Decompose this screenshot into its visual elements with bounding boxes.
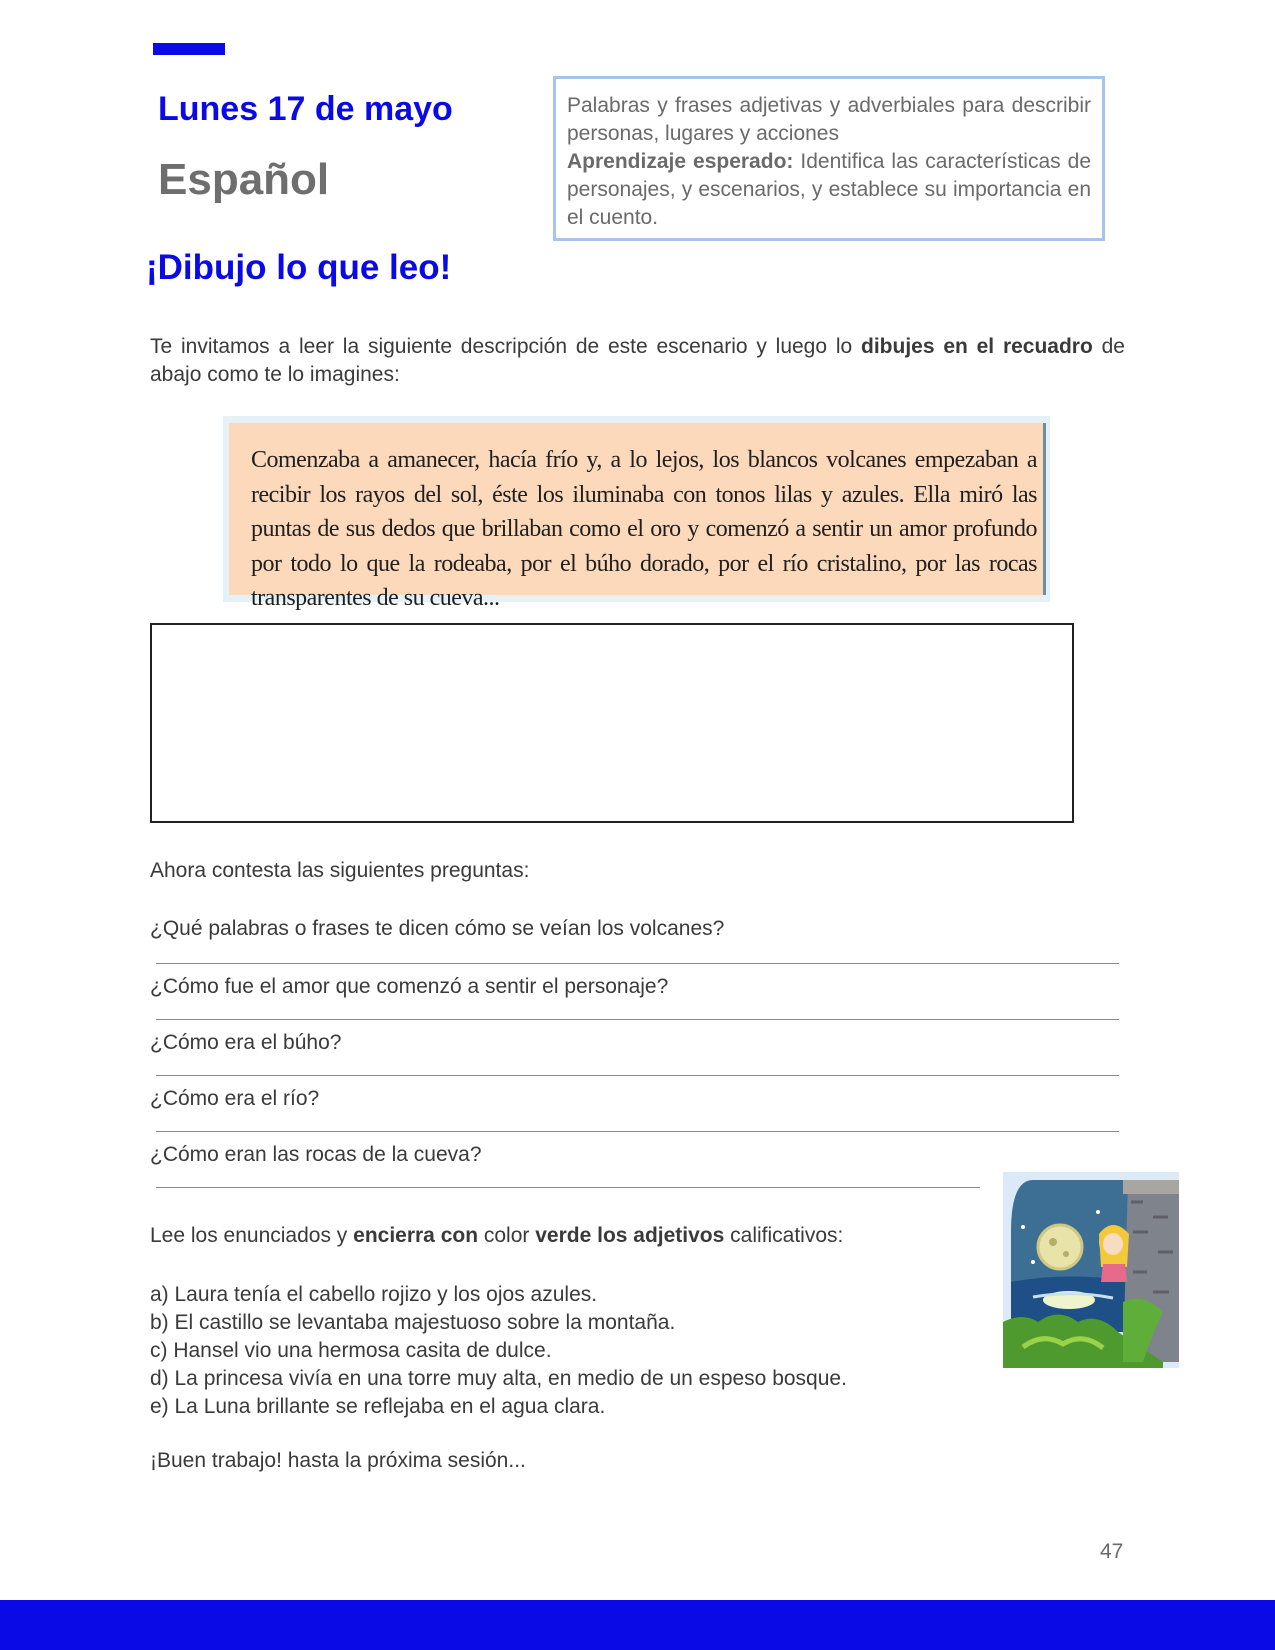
drawing-box[interactable] bbox=[150, 623, 1074, 823]
date-heading: Lunes 17 de mayo bbox=[158, 90, 453, 128]
sentence-list bbox=[150, 1281, 1050, 1421]
subject-heading: Español bbox=[158, 155, 330, 204]
activity-title: ¡Dibujo lo que leo! bbox=[146, 248, 452, 287]
answer-line-4[interactable] bbox=[156, 1131, 1119, 1132]
answer-line-1[interactable] bbox=[156, 963, 1119, 964]
page-number: 47 bbox=[1100, 1540, 1124, 1563]
night-moon-tower-girl-illustration bbox=[1003, 1172, 1179, 1368]
intro-text-start: Te invitamos a leer la siguiente descripción de este escenario y luego lo bbox=[150, 335, 861, 358]
instruction-bold-1: encierra con bbox=[353, 1224, 479, 1247]
sentence-item: e) La Luna brillante se reflejaba en el agua clara. bbox=[150, 1395, 606, 1418]
intro-text-bold: dibujes en el recuadro bbox=[861, 335, 1093, 358]
learning-topic: Palabras y frases adjetivas y adverbiales para describir personas, lugares y acciones bbox=[567, 94, 1091, 145]
accent-bar bbox=[153, 43, 225, 55]
closing-message: ¡Buen trabajo! hasta la próxima sesión... bbox=[150, 1449, 526, 1472]
sentence-item: d) La princesa vivía en una torre muy alta, en medio de un espeso bosque. bbox=[150, 1367, 847, 1390]
instruction-bold-2: verde los adjetivos bbox=[535, 1224, 725, 1247]
intro-paragraph bbox=[150, 333, 1125, 389]
learning-label: Aprendizaje esperado: bbox=[567, 150, 794, 173]
learning-text: Identifica las características de personajes, y escenarios, y establece su importancia en el cuento. bbox=[567, 150, 1091, 229]
instruction-text-3: calificativos: bbox=[724, 1224, 844, 1247]
answer-line-2[interactable] bbox=[156, 1019, 1119, 1020]
question-2: ¿Cómo fue el amor que comenzó a sentir el personaje? bbox=[150, 975, 669, 998]
questions-intro: Ahora contesta las siguientes preguntas: bbox=[150, 859, 530, 882]
adjectives-instruction bbox=[150, 1222, 1125, 1250]
question-5: ¿Cómo eran las rocas de la cueva? bbox=[150, 1143, 482, 1166]
question-1: ¿Qué palabras o frases te dicen cómo se veían los volcanes? bbox=[150, 917, 725, 940]
question-4: ¿Cómo era el río? bbox=[150, 1087, 320, 1110]
sentence-item: b) El castillo se levantaba majestuoso sobre la montaña. bbox=[150, 1311, 676, 1334]
footer-bar bbox=[0, 1600, 1275, 1650]
intro-text-end: de abajo como te lo imagines: bbox=[150, 335, 1125, 386]
answer-line-3[interactable] bbox=[156, 1075, 1119, 1076]
excerpt-text: Comenzaba a amanecer, hacía frío y, a lo lejos, los blancos volcanes empezaban a recibir los rayos del sol, éste los iluminaba con tonos lilas y azules. Ella miró las puntas de sus dedos que brillaban como el oro y comenzó a sentir un amor profundo por todo lo que la rodeaba, por el búho dorado, por el río cristalino, por las rocas transparentes de su cueva... bbox=[229, 423, 1046, 595]
question-3: ¿Cómo era el búho? bbox=[150, 1031, 342, 1054]
answer-line-5[interactable] bbox=[156, 1187, 980, 1188]
excerpt-image bbox=[223, 416, 1050, 611]
instruction-text-2: color bbox=[478, 1224, 536, 1247]
learning-expected bbox=[567, 148, 1091, 232]
instruction-text-1: Lee los enunciados y bbox=[150, 1224, 354, 1247]
learning-box bbox=[553, 76, 1105, 241]
sentence-item: c) Hansel vio una hermosa casita de dulce. bbox=[150, 1339, 552, 1362]
sentence-item: a) Laura tenía el cabello rojizo y los ojos azules. bbox=[150, 1283, 598, 1306]
